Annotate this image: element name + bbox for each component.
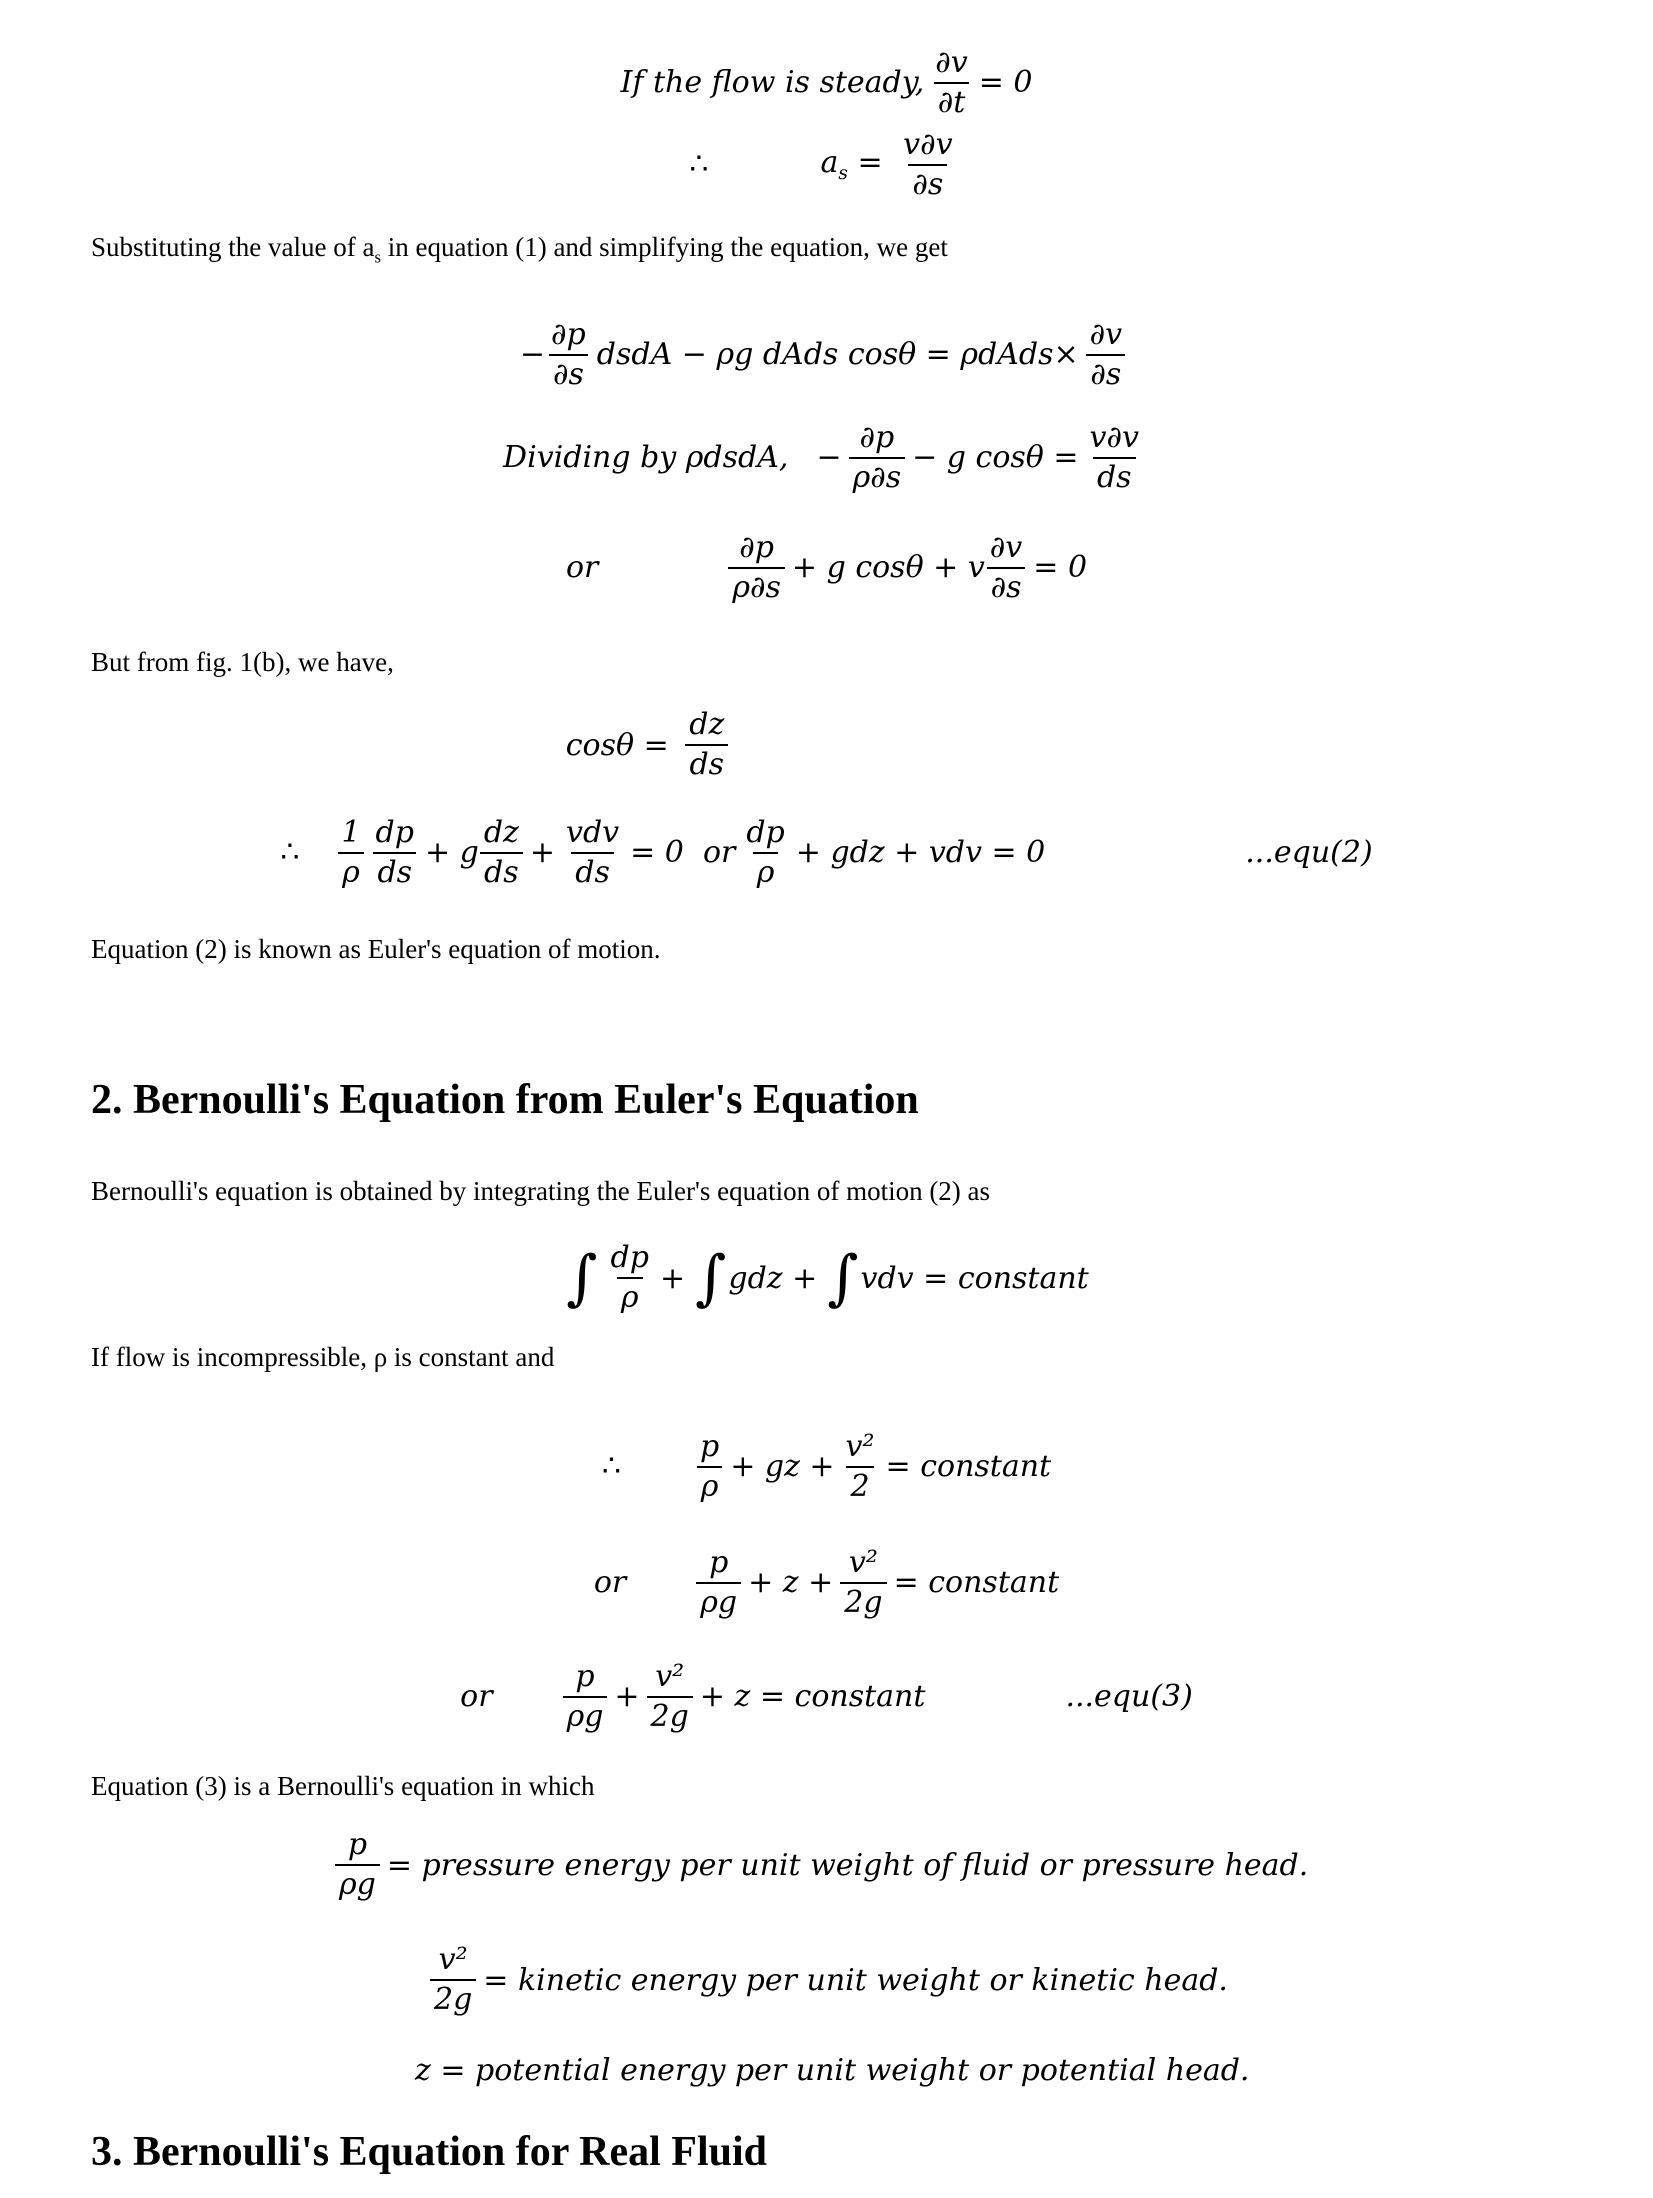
equation-text: = constant bbox=[893, 1565, 1060, 1600]
paragraph-but-from-fig bbox=[0, 643, 1653, 683]
equation-bernoulli-1 bbox=[0, 1409, 1653, 1524]
fraction-dv-ds bbox=[986, 531, 1026, 604]
fraction-numerator: ∂v bbox=[935, 44, 968, 80]
fraction-denominator: ∂s bbox=[1086, 354, 1125, 392]
fraction-denominator: ρ bbox=[617, 1277, 643, 1315]
fraction-p-rho-g bbox=[335, 1828, 380, 1901]
fraction-numerator: dp bbox=[610, 1240, 649, 1276]
plus-sign: + bbox=[614, 1679, 640, 1714]
fraction-v2-2g bbox=[430, 1943, 476, 2016]
fraction-denominator: ρ bbox=[697, 1466, 723, 1504]
fraction-p-rho-g bbox=[696, 1546, 741, 1619]
paragraph-bernoulli-integrating bbox=[0, 1172, 1653, 1212]
or-text: or bbox=[460, 1679, 493, 1714]
equation-costheta bbox=[0, 695, 1653, 795]
fraction-numerator: dp bbox=[746, 814, 785, 850]
fraction-vdv-ds bbox=[1086, 421, 1143, 494]
equation-momentum bbox=[0, 297, 1653, 412]
paragraph-part: Substituting the value of a bbox=[91, 232, 375, 263]
definition-pressure-head-content bbox=[335, 1828, 1308, 1901]
fraction-p-rho bbox=[696, 1430, 723, 1503]
fraction-numerator: dp bbox=[375, 814, 414, 850]
fraction-denominator: ρg bbox=[563, 1696, 608, 1734]
section-heading-3 bbox=[0, 2122, 1653, 2182]
equation-acceleration-content bbox=[689, 128, 963, 201]
definition-kinetic-head bbox=[0, 1930, 1653, 2030]
fraction-vdv-ds bbox=[562, 816, 623, 889]
fraction-v2-2g bbox=[647, 1660, 693, 1733]
fraction-denominator: 2g bbox=[430, 1979, 476, 2017]
equation-text: gdz + bbox=[728, 1260, 818, 1296]
fraction-numerator: 1 bbox=[341, 814, 361, 850]
therefore-symbol: ∴ bbox=[601, 1449, 621, 1484]
fraction-dz-ds bbox=[685, 708, 728, 781]
equation-text: + g bbox=[424, 835, 479, 870]
paragraph-equation3-text: Equation (3) is a Bernoulli's equation in which bbox=[91, 1771, 595, 1802]
fraction-numerator: v∂v bbox=[1089, 419, 1139, 455]
equation-integral bbox=[0, 1228, 1653, 1328]
fraction-denominator: ρg bbox=[335, 1864, 380, 1902]
equation-dividing bbox=[0, 400, 1653, 515]
equation-text: + z + bbox=[748, 1565, 834, 1600]
definition-potential-head-content: z = potential energy per unit weight or potential head. bbox=[415, 2052, 1250, 2088]
fraction-denominator: ds bbox=[685, 744, 728, 782]
or-text: or bbox=[565, 550, 599, 585]
fraction-dp-rho-ds bbox=[728, 531, 785, 604]
fraction-denominator: ds bbox=[1093, 457, 1136, 495]
equation-text: + z = constant bbox=[699, 1679, 926, 1714]
equation-suffix-text: = 0 bbox=[978, 65, 1033, 100]
fraction-denominator: ρ∂s bbox=[849, 457, 906, 495]
fraction-denominator: ∂s bbox=[987, 567, 1026, 605]
fraction-denominator: ∂s bbox=[549, 354, 588, 392]
fraction-numerator: v∂v bbox=[903, 126, 953, 162]
section-heading-2 bbox=[0, 1070, 1653, 1130]
equation-or-form bbox=[0, 510, 1653, 625]
fraction-dp-rho-ds bbox=[849, 421, 906, 494]
equation-text: + gdz + vdv = 0 bbox=[795, 835, 1046, 870]
section-heading-2-text: 2. Bernoulli's Equation from Euler's Equation bbox=[91, 1077, 919, 1123]
equation-bernoulli-2-content bbox=[594, 1546, 1059, 1619]
equation-or-form-content bbox=[566, 531, 1087, 604]
fraction-denominator: 2 bbox=[846, 1466, 873, 1504]
fraction-numerator: ∂v bbox=[989, 529, 1023, 565]
fraction-numerator: v² bbox=[438, 1942, 468, 1978]
paragraph-subscript: s bbox=[374, 247, 381, 267]
minus-sign: − bbox=[816, 440, 842, 475]
definition-pressure-head bbox=[0, 1815, 1653, 1915]
fraction-vdv-ds bbox=[899, 128, 956, 201]
fraction-v2-2g bbox=[840, 1546, 886, 1619]
equation-label: ...equ(2) bbox=[1245, 835, 1373, 870]
plus-sign: + bbox=[529, 835, 555, 870]
fraction-denominator: ds bbox=[373, 852, 416, 890]
fraction-numerator: p bbox=[575, 1658, 595, 1694]
equation-lhs-text: cosθ = bbox=[565, 727, 679, 763]
paragraph-but-from-fig-text: But from fig. 1(b), we have, bbox=[91, 647, 394, 678]
fraction-denominator: ds bbox=[480, 852, 523, 890]
fraction-numerator: ∂p bbox=[739, 529, 774, 565]
definition-text: = kinetic energy per unit weight or kinetic head. bbox=[483, 1962, 1228, 1998]
equation-bernoulli-1-content bbox=[602, 1430, 1051, 1503]
fraction-1-rho bbox=[337, 816, 364, 889]
integral-sign: ∫ bbox=[827, 1243, 859, 1313]
fraction-v2-2 bbox=[842, 1430, 879, 1503]
therefore-symbol: ∴ bbox=[280, 835, 300, 870]
definition-potential-head bbox=[0, 2050, 1653, 2090]
fraction-denominator: 2g bbox=[840, 1582, 886, 1620]
section-heading-3-text: 3. Bernoulli's Equation for Real Fluid bbox=[91, 2129, 767, 2175]
equation-bernoulli-3-content bbox=[460, 1660, 1193, 1733]
equation-momentum-content bbox=[520, 318, 1133, 391]
fraction-denominator: ρ bbox=[753, 852, 779, 890]
equation-euler-2 bbox=[0, 795, 1653, 910]
equation-text: = constant bbox=[885, 1449, 1052, 1484]
fraction-numerator: ∂p bbox=[551, 316, 586, 352]
fraction-numerator: dz bbox=[483, 814, 519, 850]
fraction-numerator: v² bbox=[845, 1428, 875, 1464]
equation-prefix-text: Dividing by ρdsdA, bbox=[503, 440, 789, 475]
definition-kinetic-head-content bbox=[430, 1943, 1228, 2016]
fraction-numerator: p bbox=[709, 1544, 729, 1580]
fraction-dp-ds bbox=[547, 318, 590, 391]
integral-sign: ∫ bbox=[566, 1243, 598, 1313]
equation-prefix-text: If the flow is steady, bbox=[620, 65, 925, 100]
equation-text: = 0 or bbox=[630, 835, 736, 870]
minus-sign: − bbox=[519, 337, 546, 372]
fraction-denominator: ∂s bbox=[908, 164, 947, 202]
equation-suffix-text: = 0 bbox=[1033, 550, 1088, 585]
fraction-numerator: p bbox=[699, 1428, 720, 1464]
equation-dividing-content bbox=[503, 421, 1150, 494]
equation-bernoulli-3 bbox=[0, 1639, 1653, 1754]
equation-label: ...equ(3) bbox=[1065, 1679, 1193, 1714]
equation-text: vdv = constant bbox=[860, 1260, 1089, 1296]
fraction-dp-rho bbox=[742, 816, 788, 889]
equals-sign: = bbox=[847, 145, 893, 180]
fraction-numerator: vdv bbox=[566, 814, 620, 850]
fraction-denominator: ρg bbox=[696, 1582, 741, 1620]
integral-sign: ∫ bbox=[695, 1243, 727, 1313]
fraction-denominator: 2g bbox=[647, 1696, 693, 1734]
paragraph-bernoulli-integrating-text: Bernoulli's equation is obtained by integrating the Euler's equation of motion (2) as bbox=[91, 1176, 991, 1207]
equation-bernoulli-2 bbox=[0, 1525, 1653, 1640]
fraction-numerator: v² bbox=[655, 1658, 685, 1694]
fraction-numerator: v² bbox=[848, 1544, 878, 1580]
fraction-denominator: ∂t bbox=[934, 82, 970, 120]
equation-steady-flow-content bbox=[621, 46, 1033, 119]
fraction-denominator: ds bbox=[571, 852, 614, 890]
therefore-symbol: ∴ bbox=[689, 147, 709, 182]
paragraph-euler-known-text: Equation (2) is known as Euler's equation of motion. bbox=[91, 934, 661, 965]
paragraph-incompressible-text: If flow is incompressible, ρ is constant and bbox=[91, 1342, 555, 1373]
paragraph-substituting-text bbox=[91, 231, 948, 268]
equation-integral-content bbox=[564, 1241, 1088, 1314]
variable-a-sub-s bbox=[821, 145, 893, 184]
fraction-denominator: ρ bbox=[338, 852, 364, 890]
fraction-numerator: ∂p bbox=[859, 419, 895, 455]
fraction-p-rho-g bbox=[563, 1660, 608, 1733]
equation-middle-text: dsdA − ρg dAds cosθ = ρdAds× bbox=[596, 337, 1079, 372]
equation-middle-text: − g cosθ = bbox=[912, 440, 1079, 475]
equation-euler-2-content bbox=[280, 816, 1372, 889]
paragraph-part: in equation (1) and simplifying the equation, we get bbox=[380, 232, 948, 263]
definition-text: = pressure energy per unit weight of fluid or pressure head. bbox=[386, 1847, 1309, 1883]
equation-text: + gz + bbox=[730, 1449, 835, 1484]
equation-costheta-content bbox=[566, 708, 736, 781]
equation-acceleration bbox=[0, 112, 1653, 217]
equation-middle-text: + g cosθ + v bbox=[791, 550, 985, 585]
or-text: or bbox=[593, 1565, 627, 1600]
plus-sign: + bbox=[659, 1260, 686, 1296]
paragraph-equation3 bbox=[0, 1767, 1653, 1807]
fraction-dp-rho bbox=[607, 1241, 653, 1314]
variable-subscript: s bbox=[838, 163, 848, 184]
fraction-dv-dt bbox=[931, 46, 971, 119]
fraction-dp-ds bbox=[372, 816, 418, 889]
fraction-numerator: p bbox=[347, 1827, 368, 1863]
fraction-numerator: ∂v bbox=[1089, 316, 1123, 352]
paragraph-incompressible bbox=[0, 1338, 1653, 1378]
paragraph-substituting bbox=[0, 230, 1653, 270]
variable-base: a bbox=[820, 145, 839, 180]
fraction-numerator: dz bbox=[689, 707, 725, 743]
paragraph-euler-known bbox=[0, 930, 1653, 970]
fraction-denominator: ρ∂s bbox=[728, 567, 785, 605]
fraction-dz-ds bbox=[480, 816, 523, 889]
fraction-dv-ds bbox=[1086, 318, 1126, 391]
